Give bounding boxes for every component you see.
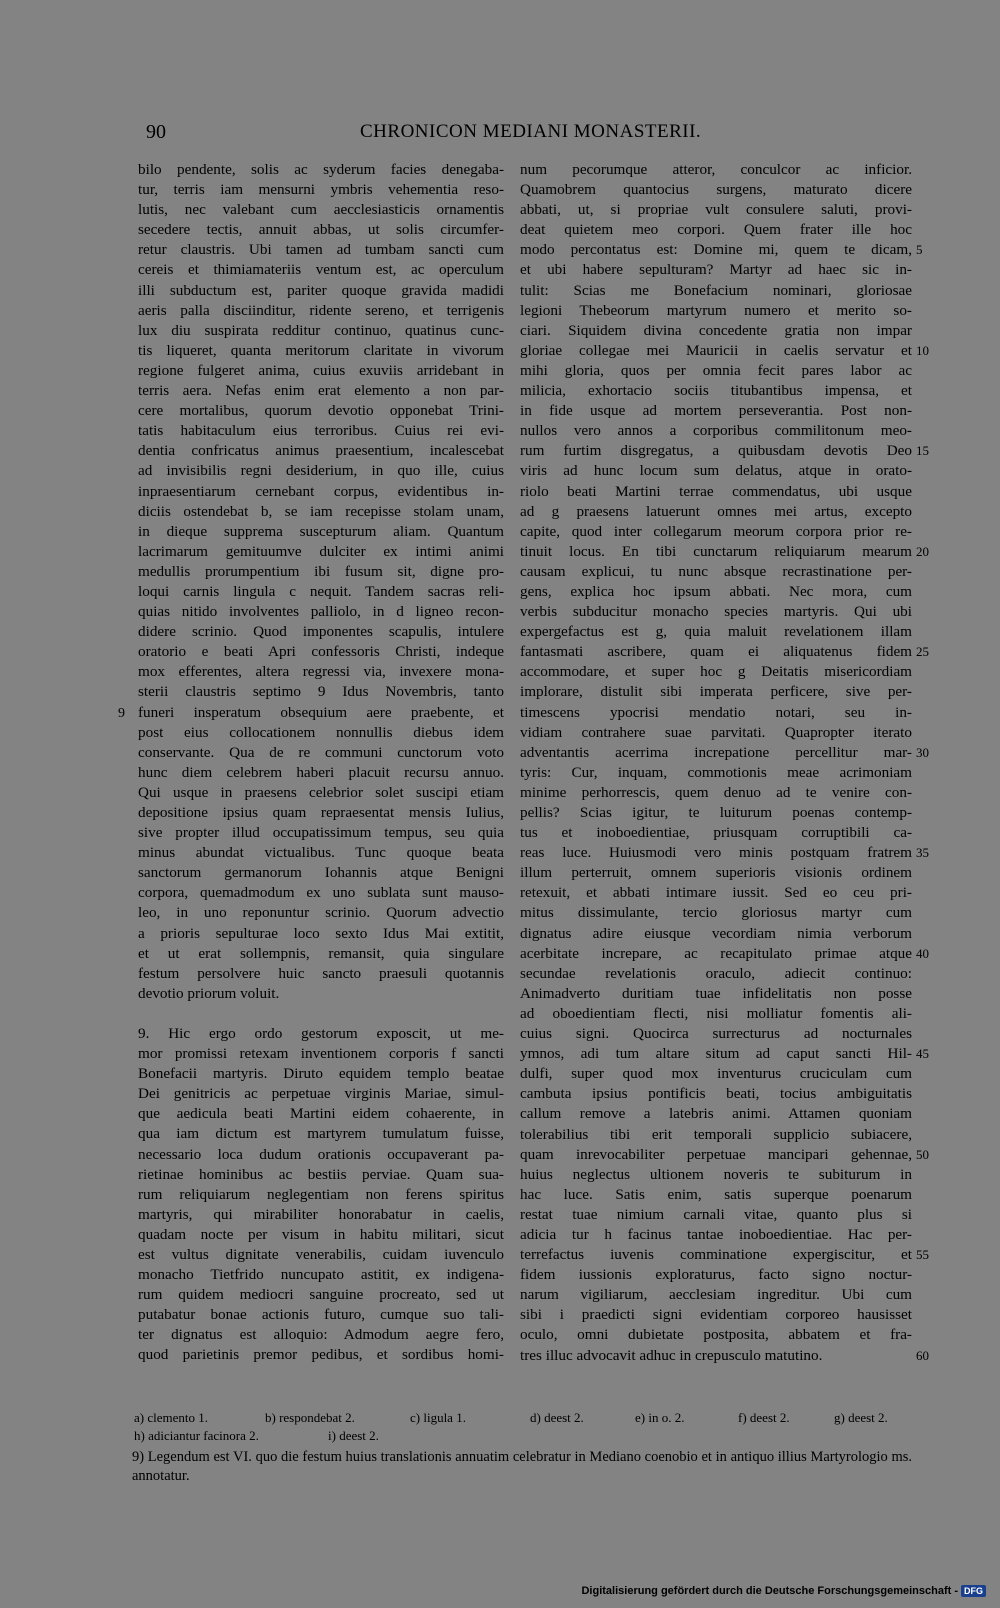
- footnote: i) deest 2.: [328, 1428, 379, 1443]
- text-line: dentia confricatus animus praesentium, incalescebat: [138, 442, 504, 460]
- text-line: qua iam dictum est martyrem tumulatum fuisse,: [138, 1125, 504, 1143]
- text-line: rum reliquiarum neglegentiam non ferens spiritus: [138, 1185, 504, 1203]
- text-line: quod parietinis premor pedibus, et sordibus homi-: [138, 1346, 504, 1364]
- text-line: causam explicui, tu nunc absque recrastinatione per-: [520, 562, 912, 580]
- text-line: callum remove a latebris animi. Attamen quoniam: [520, 1105, 912, 1123]
- text-line: monacho Tietfrido nuncupato astitit, ex indigena-: [138, 1266, 504, 1284]
- text-line: dignatus adire eiusque vecordiam nimia verborum: [520, 924, 912, 942]
- text-line: loqui carnis lingula c nequit. Tandem sacras reli-: [138, 582, 504, 600]
- text-line: inpraesentiarum cernebant corpus, evidentibus in-: [138, 482, 504, 500]
- text-line: necessario loca dudum orationis occupaverant pa-: [138, 1145, 504, 1163]
- text-line: putabatur bonae actionis futuro, cumque suo tali-: [138, 1306, 504, 1324]
- line-number: 5: [916, 242, 923, 258]
- text-line: festum persolvere huic sancto praesuli quotannis: [138, 964, 504, 982]
- text-line: acerbitate increpare, ac recapitulato primae atque: [520, 944, 912, 962]
- text-line: sanctorum germanorum Iohannis atque Benigni: [138, 864, 504, 882]
- text-line: corpora, quemadmodum ex uno sublata sunt mauso-: [138, 884, 504, 902]
- text-line: cere mortalibus, quorum devotio opponebat Trini-: [138, 402, 504, 420]
- text-line: mor promissi retexam inventionem corporis f sancti: [138, 1045, 504, 1063]
- line-number: 35: [916, 845, 929, 861]
- text-line: est vultus dignitate venerabilis, cuidam iuvenculo: [138, 1245, 504, 1263]
- text-line: rum furtim disgregatus, a quibusdam devotis Deo: [520, 442, 912, 460]
- text-line: legioni Thebeorum martyrum numero et merito so-: [520, 301, 912, 319]
- text-line: 9. Hic ergo ordo gestorum exposcit, ut me-: [138, 1024, 504, 1042]
- text-line: abbati, ut, si propriae vult consulere saluti, provi-: [520, 201, 912, 219]
- text-line: Animadverto duritiam tuae infidelitatis non posse: [520, 984, 912, 1002]
- text-line: minime perhorrescis, quem denuo ad te venire con-: [520, 783, 912, 801]
- text-line: ciari. Siquidem divina concedente gratia non impar: [520, 321, 912, 339]
- line-number: 45: [916, 1046, 929, 1062]
- text-line: implorare, distulit sibi imperata perficere, sive per-: [520, 683, 912, 701]
- footnote: a) clemento 1.: [134, 1410, 208, 1425]
- text-line: adicia tur h facinus tantae inoboedientiae. Hac per-: [520, 1225, 912, 1243]
- text-line: rum quidem mediocri sanguine procreato, sed ut: [138, 1286, 504, 1304]
- text-line: medullis prorumpentium ibi fusum sit, digne pro-: [138, 562, 504, 580]
- text-line: tinuit locus. En tibi cunctarum reliquiarum mearum: [520, 542, 912, 560]
- text-line: ymnos, adi tum altare situm ad caput sancti Hil-: [520, 1045, 912, 1063]
- page-header: [0, 121, 1000, 151]
- text-line: illi subductum est, pariter quoque gravida madidi: [138, 281, 504, 299]
- text-line: dulfi, super quod mox inventurus cruciculam cum: [520, 1065, 912, 1083]
- text-line: secedere tectis, annuit abbas, ut solis circumfer-: [138, 221, 504, 239]
- text-line: expergefactus est g, quia maluit revelationem illam: [520, 623, 912, 641]
- text-line: nullos vero annos a corporibus commilitonum meo-: [520, 422, 912, 440]
- text-line: accommodare, et super hoc g Deitatis misericordiam: [520, 663, 912, 681]
- text-line: num pecorumque atteror, conculcor ac inficior.: [520, 161, 912, 178]
- text-line: tur, terris iam mensurni ymbris vehementia reso-: [138, 181, 504, 199]
- text-line: milicia, exhortacio sociis titubantibus impensa, et: [520, 382, 912, 400]
- text-line: ter dignatus est alloquio: Admodum aegre fero,: [138, 1326, 504, 1344]
- text-line: lux diu suspirata redditur continuo, quatinus cunc-: [138, 321, 504, 339]
- text-line: Dei genitricis ac perpetuae virginis Mariae, simul-: [138, 1085, 504, 1103]
- footnote: c) ligula 1.: [410, 1410, 466, 1425]
- text-line: aeris palla disciinditur, ridente sereno, et terrigenis: [138, 301, 504, 319]
- left-column: [138, 160, 504, 1366]
- text-line: rietinae hominibus ac bestiis perviae. Quam sua-: [138, 1165, 504, 1183]
- text-line: ad oboedientiam flecti, nisi molliatur fomentis ali-: [520, 1004, 912, 1022]
- text-line: tyris: Cur, inquam, commotionis meae acrimoniam: [520, 763, 912, 781]
- text-line: didere scrinio. Quod imponentes scapulis, intulere: [138, 623, 504, 641]
- text-line: ad g praesens latuerunt omnes mei artus, excepto: [520, 502, 912, 520]
- text-line: tus et inoboedientiae, priusquam corruptibili ca-: [520, 824, 912, 842]
- line-number: 15: [916, 443, 929, 459]
- line-number: 10: [916, 342, 929, 358]
- line-number: 55: [916, 1247, 929, 1263]
- text-line: adventantis acerrima increpatione percellitur mar-: [520, 743, 912, 761]
- line-number: 25: [916, 644, 929, 660]
- footnote: e) in o. 2.: [635, 1410, 685, 1425]
- line-number: 60: [916, 1347, 929, 1363]
- digitization-footer: [581, 1585, 986, 1597]
- text-line: terrefactus iuvenis comminatione expergiscitur, et: [520, 1246, 912, 1264]
- text-line: conservante. Qua de re communi cunctorum voto: [138, 743, 504, 761]
- text-line: tulit: Scias me Bonefacium nominari, gloriosae: [520, 281, 912, 299]
- text-line: funeri insperatum obsequium aere praebente, et: [138, 703, 504, 721]
- text-line: illum perterruit, omnem superioris visionis ordinem: [520, 864, 912, 882]
- text-line: sibi i praedicti signi evidentiam corporeo hausisset: [520, 1306, 912, 1324]
- footer-text: Digitalisierung gefördert durch die Deutsche Forschungsgemeinschaft -: [581, 1585, 958, 1597]
- text-line: narum vigiliarum, aecclesiam ingreditur. Ubi cum: [520, 1286, 912, 1304]
- footnote: f) deest 2.: [738, 1410, 790, 1425]
- text-line: quadam nocte per visum in habitu militari, sicut: [138, 1225, 504, 1243]
- text-line: mitus dissimulante, tercio gloriosus martyr cum: [520, 904, 912, 922]
- text-line: cambuta ipsius pontificis beati, tocius ambiguitatis: [520, 1085, 912, 1103]
- right-column: [520, 160, 912, 1366]
- text-line: lacrimarum gemituumve dulciter ex intimi animi: [138, 542, 504, 560]
- text-line: Bonefacii martyris. Diruto equidem templo beatae: [138, 1065, 504, 1083]
- footnote: b) respondebat 2.: [265, 1410, 355, 1425]
- text-line: ad invisibilis regni desiderium, in quo ille, cuius: [138, 462, 504, 480]
- text-line: devotio priorum voluit.: [138, 984, 280, 1002]
- text-line: mox efferentes, altera regressi via, invexere mona-: [138, 663, 504, 681]
- text-line: martyris, qui mirabiliter honorabatur in caelis,: [138, 1205, 504, 1223]
- text-line: in dieque supprema suscepturum aliam. Quantum: [138, 522, 504, 540]
- text-line: reas luce. Huiusmodi vero minis postquam fratrem: [520, 844, 912, 862]
- text-line: quias nitido involventes palliolo, in d ligneo recon-: [138, 603, 504, 621]
- footnote: g) deest 2.: [834, 1410, 888, 1425]
- line-number: 20: [916, 543, 929, 559]
- text-line: in fide usque ad mortem perseverantia. Post non-: [520, 402, 912, 420]
- text-line: huius neglectus ultionem noveris te subiturum in: [520, 1165, 912, 1183]
- text-line: tolerabilius tibi erit temporali supplicio subiacere,: [520, 1125, 912, 1143]
- text-line: leo, in uno reponuntur scrinio. Quorum advectio: [138, 904, 504, 922]
- text-line: regione fulgeret anima, cuius exuviis arridebant in: [138, 361, 504, 379]
- text-line: fantasmati ascribere, quam ei aliquatenus fidem: [520, 643, 912, 661]
- text-line: et ut erat sollempnis, remansit, quia singulare: [138, 944, 504, 962]
- text-line: verbis subducitur monacho species martyris. Qui ubi: [520, 603, 912, 621]
- text-line: quam inrevocabiliter perpetuae mancipari gehennae,: [520, 1145, 912, 1163]
- text-line: diciis ostendebat b, se iam recepisse stolam unam,: [138, 502, 504, 520]
- text-line: restat tuae nimium carnali vitae, quanto plus si: [520, 1205, 912, 1223]
- text-line: sive propter illud occupatissimum tempus, seu quia: [138, 824, 504, 842]
- text-line: tres illuc advocavit adhuc in crepusculo matutino.: [520, 1346, 823, 1364]
- text-line: tatis habitaculum eius terroribus. Cuius rei evi-: [138, 422, 504, 440]
- text-line: gens, explica hoc ipsum abbati. Nec mora, cum: [520, 582, 912, 600]
- footnote: h) adiciantur facinora 2.: [134, 1428, 259, 1443]
- text-line: tis liqueret, quanta meritorum claritate in vivorum: [138, 341, 504, 359]
- text-line: viris ad hunc locum sum delatus, atque in orato-: [520, 462, 912, 480]
- text-line: Qui usque in praesens celebrior solet suscipi etiam: [138, 783, 504, 801]
- text-line: Quamobrem quantocius surgens, maturato dicere: [520, 181, 912, 199]
- page-number: 90: [146, 121, 166, 143]
- text-line: mihi gloria, quos per omnia fecit pares labor ac: [520, 361, 912, 379]
- text-line: hac luce. Satis enim, satis superque poenarum: [520, 1185, 912, 1203]
- text-line: depositione ipsius quam repraesentat mensis Iulius,: [138, 804, 504, 821]
- text-line: modo percontatus est: Domine mi, quem te dicam,: [520, 241, 912, 259]
- footnote: d) deest 2.: [530, 1410, 584, 1425]
- text-line: fidem iussionis exploraturus, facto signo noctur-: [520, 1266, 912, 1284]
- text-line: retur claustris. Ubi tamen ad tumbam sancti cum: [138, 241, 504, 259]
- text-line: que aedicula beati Martini eidem cohaerente, in: [138, 1105, 504, 1123]
- text-line: terris aera. Nefas enim erat elemento a non par-: [138, 382, 504, 400]
- text-line: pellis? Scias igitur, te luiturum poenas contemp-: [520, 804, 912, 821]
- text-line: cereis et thimiamateriis ventum est, ac operculum: [138, 261, 504, 279]
- text-line: lutis, nec valebant cum aecclesiasticis ornamentis: [138, 201, 504, 219]
- text-line: a prioris sepulturae loco sexto Idus Mai extitit,: [138, 924, 504, 942]
- dfg-logo: DFG: [961, 1585, 986, 1597]
- margin-note: 9: [118, 706, 125, 721]
- text-line: deat quietem meo corpori. Quem frater ille hoc: [520, 221, 912, 239]
- text-line: minus abundat victualibus. Tunc quoque beata: [138, 844, 504, 862]
- editor-note: 9) Legendum est VI. quo die festum huius translationis annuatim celebratur in Mediano coenobio et in antiquo illius Martyrologio ms. annotatur.: [132, 1449, 912, 1484]
- text-line: cuius signi. Quocirca surrecturus ad nocturnales: [520, 1025, 912, 1043]
- text-line: timescens ypocrisi mendatio notari, seu in-: [520, 703, 912, 721]
- line-number: 40: [916, 945, 929, 961]
- text-line: vidiam contrahere suae parvitati. Quapropter iterato: [520, 723, 912, 741]
- line-number: 30: [916, 744, 929, 760]
- text-line: sterii claustris septimo 9 Idus Novembris, tanto: [138, 683, 504, 701]
- text-line: hunc diem celebrem haberi placuit recursu annuo.: [138, 763, 504, 781]
- text-line: retexuit, et abbati intimare iussit. Sed eo ceu pri-: [520, 884, 912, 902]
- line-number: 50: [916, 1146, 929, 1162]
- text-line: secundae revelationis oraculo, adiecit continuo:: [520, 964, 912, 982]
- text-line: post eius collocationem nonnullis diebus idem: [138, 723, 504, 741]
- paragraph-gap: [138, 1004, 504, 1024]
- text-line: oculo, omni dubietate postposita, abbatem et fra-: [520, 1326, 912, 1344]
- text-line: et ubi habere sepulturam? Martyr ad haec sic in-: [520, 261, 912, 279]
- text-line: bilo pendente, solis ac syderum facies denegaba-: [138, 161, 504, 178]
- text-line: gloriae collegae mei Mauricii in caelis servatur et: [520, 341, 912, 359]
- text-line: capite, quod inter collegarum meorum corpora prior re-: [520, 522, 912, 540]
- page-title: CHRONICON MEDIANI MONASTERII.: [360, 121, 702, 142]
- text-line: oratorio e beati Apri confessoris Christi, indeque: [138, 643, 504, 661]
- text-line: riolo beati Martini terrae commendatus, ubi usque: [520, 482, 912, 500]
